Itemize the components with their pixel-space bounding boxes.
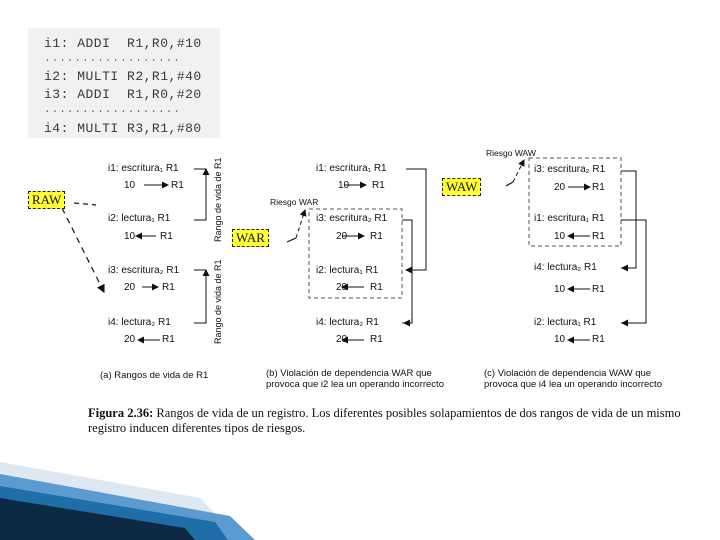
- code-line-i3: i3: ADDI R1,R0,#20: [44, 87, 202, 102]
- b-i2-value: 20: [336, 282, 348, 293]
- c-i1-reg: R1: [592, 231, 605, 242]
- figure-label: Figura 2.36:: [88, 406, 154, 420]
- b-i4-reg: R1: [370, 334, 383, 345]
- a-i4-reg: R1: [162, 334, 175, 345]
- c-caption-line-1: (c) Violación de dependencia WAW que: [484, 368, 652, 379]
- code-line-i1: i1: ADDI R1,R0,#10: [44, 36, 202, 51]
- c-i2: i2: lectura₁ R1: [534, 317, 597, 328]
- c-risk-label: Riesgo WAW: [486, 148, 536, 158]
- b-i3: i3: escritura₂ R1: [316, 213, 388, 224]
- waw-tag: WAW: [442, 178, 481, 196]
- a-i2: i2: lectura₁ R1: [108, 213, 171, 224]
- b-i1-reg: R1: [372, 180, 385, 191]
- b-i2-reg: R1: [370, 282, 383, 293]
- code-separator: ..................: [44, 104, 181, 116]
- a-i1: i1: escritura₁ R1: [108, 163, 179, 174]
- b-caption-line-1: (b) Violación de dependencia WAR que: [266, 368, 432, 379]
- a-range-label-1: Rango de vida de R1: [213, 157, 223, 242]
- c-caption-line-2: provoca que i4 lea un operando incorrecto: [484, 379, 662, 390]
- a-caption: (a) Rangos de vida de R1: [100, 370, 209, 381]
- a-range-label-2: Rango de vida de R1: [213, 259, 223, 344]
- c-i4: i4: lectura₂ R1: [534, 262, 597, 273]
- a-i4: i4: lectura₂ R1: [108, 317, 171, 328]
- a-i2-value: 10: [124, 231, 136, 242]
- b-i2: i2: lectura₁ R1: [316, 265, 379, 276]
- c-i3-value: 20: [554, 182, 566, 193]
- figure-text: Rangos de vida de un registro. Los diferentes posibles solapamientos de dos rangos de vida de un mismo registro inducen diferentes tipos de riesgos.: [88, 406, 681, 435]
- code-line-i4: i4: MULTI R3,R1,#80: [44, 121, 202, 136]
- c-i2-value: 10: [554, 334, 566, 345]
- c-i2-reg: R1: [592, 334, 605, 345]
- code-separator: ..................: [44, 53, 181, 65]
- raw-tag: RAW: [28, 191, 65, 209]
- war-tag: WAR: [232, 229, 269, 247]
- a-i1-reg: R1: [171, 180, 184, 191]
- c-i4-value: 10: [554, 284, 566, 295]
- a-i3-value: 20: [124, 282, 136, 293]
- code-line-i2: i2: MULTI R2,R1,#40: [44, 69, 202, 84]
- c-i3: i3: escritura₂ R1: [534, 164, 606, 175]
- b-i4: i4: lectura₂ R1: [316, 317, 379, 328]
- b-i1: i1: escritura₁ R1: [316, 163, 387, 174]
- figure-caption: [88, 406, 698, 436]
- a-i3: i3: escritura₂ R1: [108, 265, 180, 276]
- a-i3-reg: R1: [162, 282, 175, 293]
- b-risk-label: Riesgo WAR: [270, 197, 319, 207]
- c-i4-reg: R1: [592, 284, 605, 295]
- a-i1-value: 10: [124, 180, 136, 191]
- c-i1-value: 10: [554, 231, 566, 242]
- b-i1-value: 10: [338, 180, 350, 191]
- b-caption-line-2: provoca que i2 lea un operando incorrecto: [266, 379, 444, 390]
- c-i1: i1: escritura₁ R1: [534, 213, 605, 224]
- b-i4-value: 20: [336, 334, 348, 345]
- a-i2-reg: R1: [160, 231, 173, 242]
- b-i3-reg: R1: [370, 231, 383, 242]
- c-i3-reg: R1: [592, 182, 605, 193]
- b-i3-value: 20: [336, 231, 348, 242]
- a-i4-value: 20: [124, 334, 136, 345]
